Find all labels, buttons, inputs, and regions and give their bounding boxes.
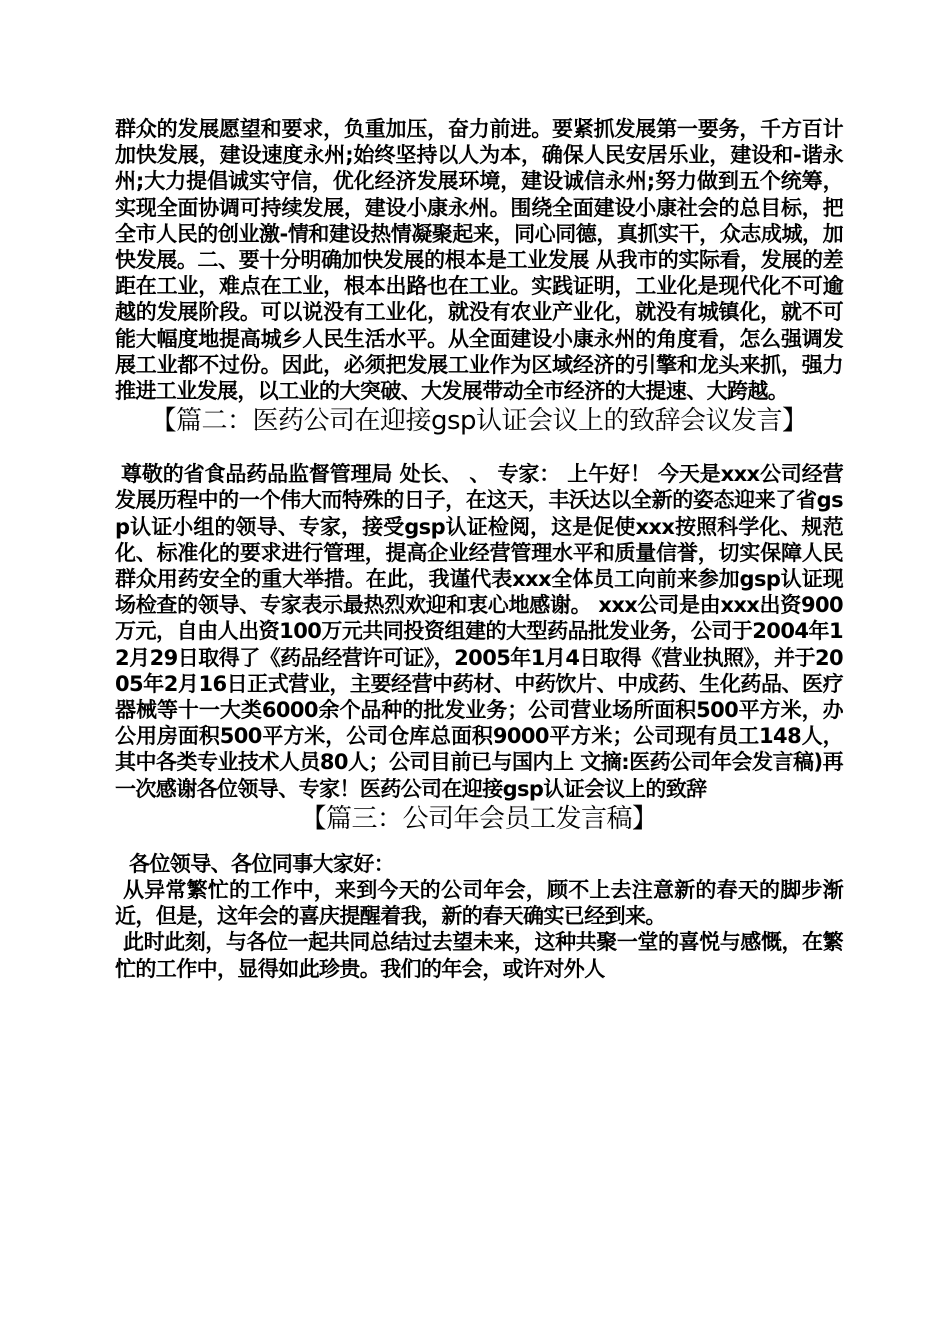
section-heading-2: 【篇二：医药公司在迎接gsp认证会议上的致辞会议发言】 xyxy=(150,406,808,437)
section-heading-3: 【篇三：公司年会员工发言稿】 xyxy=(300,803,658,834)
body-paragraph-2: 尊敬的省食品药品监督管理局 处长、 、 专家： 上午好！ 今天是xxx公司经营发展历程中的一个伟大而特殊的日子，在这天，丰沃达以全新的姿态迎来了省gsp认证小组的领导、专家，接受gsp认证检阅，这是促使xxx按照科学化、规范化、标准化的要求进行管理，提高企业经营管理水平和质量信誉，切实保障人民群众用药安全的重大举措。在此，我谨代表xxx全体员工向前来参加gsp认证现场检查的领导、专家表示最热烈欢迎和衷心地感谢。 xxx公司是由xxx出资900万元，自由人出资100万元共同投资组建的大型药品批发业务，公司于2004年12月29日取得了《药品经营许可证》，2005年1月4日取得《营业执照》，并于2005年2月16日正式营业，主要经营中药材、中药饮片、中成药、生化药品、医疗器械等十一大类6000余个品种的批发业务；公司营业场所面积500平方米，办公用房面积500平方米，公司仓库总面积9000平方米；公司现有员工148人，其中各类专业技术人员80人；公司目前已与国内上 文摘:医药公司年会发言稿)再一次感谢各位领导、专家！医药公司在迎接gsp认证会议上的致辞 xyxy=(115,462,843,801)
document-page xyxy=(115,116,843,982)
body-paragraph-3a: 从异常繁忙的工作中，来到今天的公司年会，顾不上去注意新的春天的脚步渐近，但是，这年会的喜庆提醒着我，新的春天确实已经到来。 xyxy=(115,878,843,929)
body-paragraph-3b: 此时此刻，与各位一起共同总结过去望未来，这种共聚一堂的喜悦与感慨，在繁忙的工作中，显得如此珍贵。我们的年会，或许对外人 xyxy=(115,930,843,981)
greeting-line: 各位领导、各位同事大家好： xyxy=(129,851,395,876)
body-paragraph-intro: 群众的发展愿望和要求，负重加压，奋力前进。要紧抓发展第一要务，千方百计加快发展，建设速度永州;始终坚持以人为本，确保人民安居乐业，建设和-谐永州;大力提倡诚实守信，优化经济发展环境，建设诚信永州;努力做到五个统筹，实现全面协调可持续发展，建设小康永州。围绕全面建设小康社会的总目标，把全市人民的创业激-情和建设热情凝聚起来，同心同德，真抓实干，众志成城，加快发展。二、要十分明确加快发展的根本是工业发展 从我市的实际看，发展的差距在工业，难点在工业，根本出路也在工业。实践证明，工业化是现代化不可逾越的发展阶段。可以说没有工业化，就没有农业产业化，就没有城镇化，就不可能大幅度地提高城乡人民生活水平。从全面建设小康永州的角度看，怎么强调发展工业都不过份。因此，必须把发展工业作为区域经济的引擎和龙头来抓，强力推进工业发展，以工业的大突破、大发展带动全市经济的大提速、大跨越。 xyxy=(115,117,843,404)
